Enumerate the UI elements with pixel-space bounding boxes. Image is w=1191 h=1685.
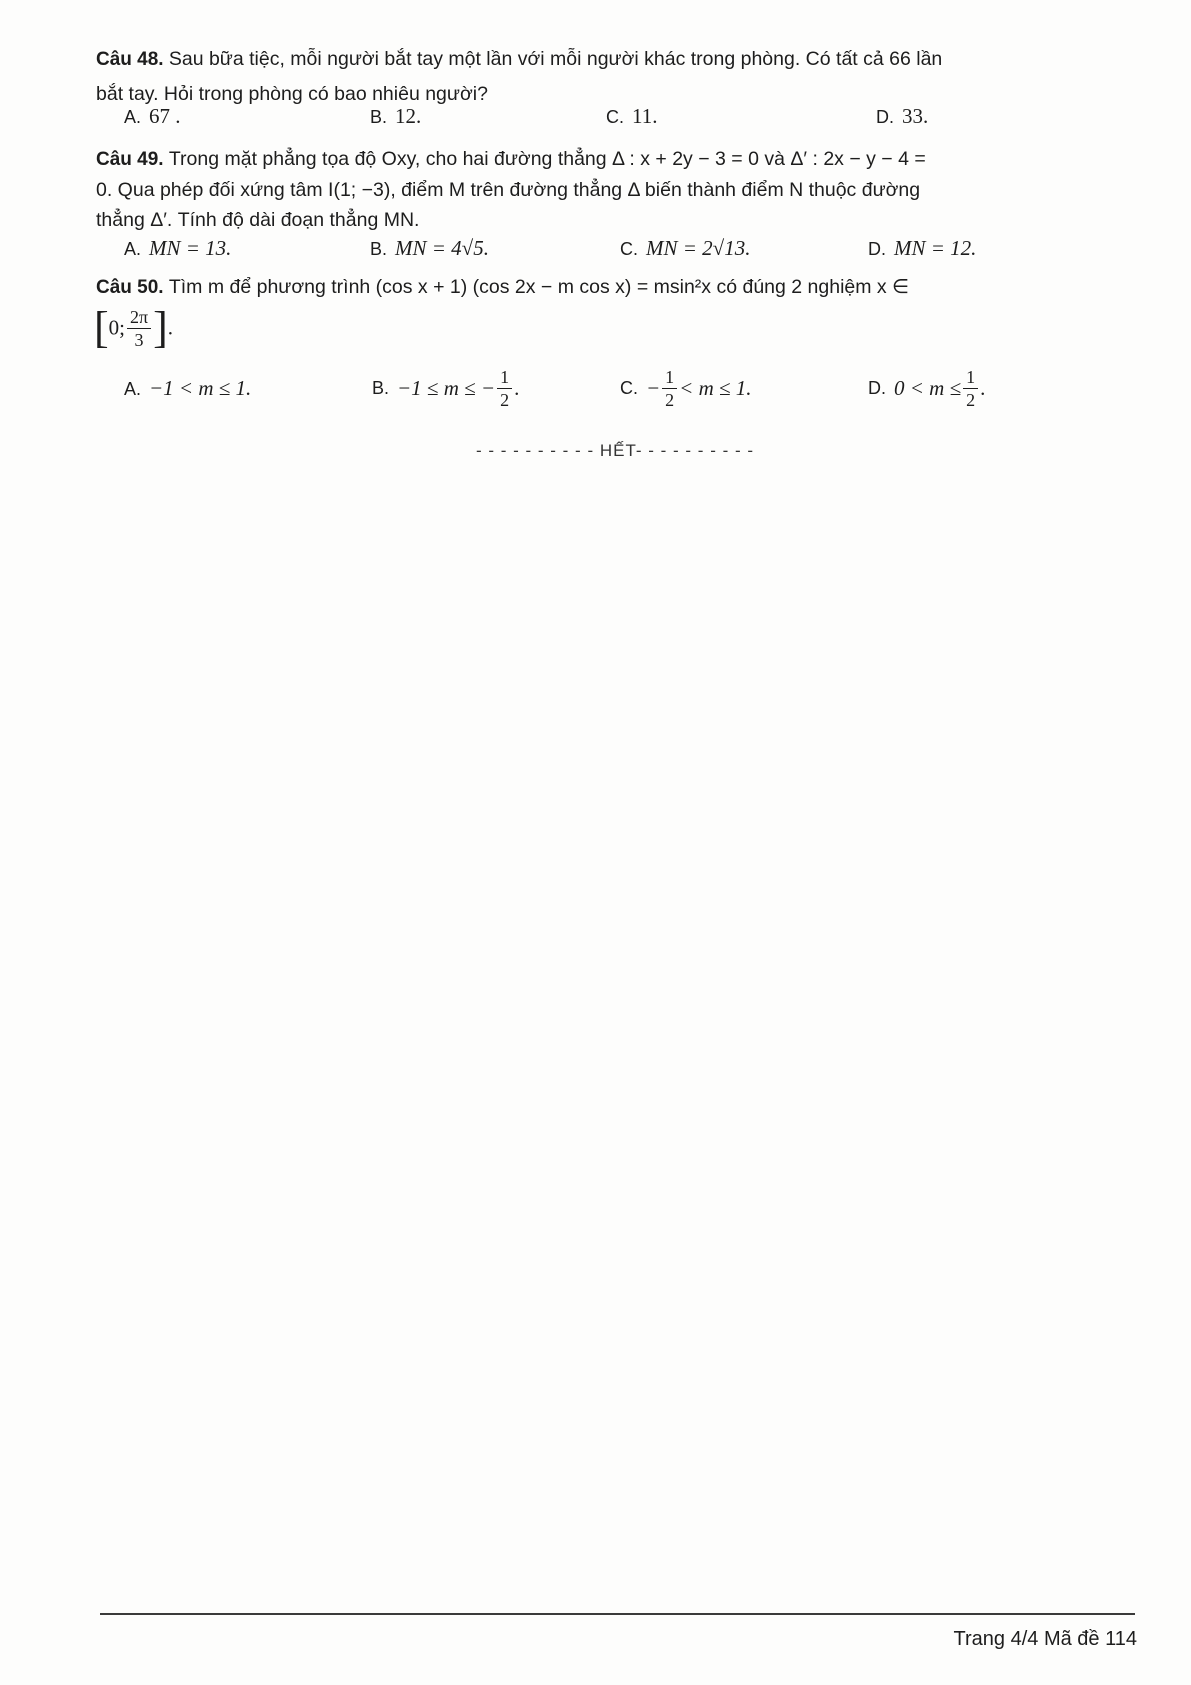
option-label: B. xyxy=(370,239,388,259)
question-49-text-2: 0. Qua phép đối xứng tâm I(1; −3), điểm M trên đường thẳng Δ biến thành điểm N thuộc đường xyxy=(96,179,921,201)
option-value-pre: 0 < m ≤ xyxy=(894,376,962,400)
question-49-label: Câu 49. xyxy=(96,149,164,170)
question-48-options xyxy=(124,104,1124,134)
question-50-text-1: Tìm m để phương trình (cos x + 1) (cos 2x − m cos x) = msin²x có đúng 2 nghiệm x ∈ xyxy=(168,276,910,298)
q48-option-c xyxy=(606,104,657,129)
option-label: C. xyxy=(606,107,624,127)
question-50 xyxy=(96,272,1126,302)
q48-option-b xyxy=(370,104,421,129)
q50-option-b xyxy=(372,366,519,411)
option-fraction xyxy=(963,366,978,411)
question-49-line1 xyxy=(96,144,1126,174)
option-label: D. xyxy=(868,239,886,259)
footer-divider xyxy=(100,1613,1135,1615)
option-label: D. xyxy=(876,107,894,127)
q48-option-a xyxy=(124,104,181,129)
option-label: B. xyxy=(372,378,390,398)
option-label: A. xyxy=(124,239,142,259)
left-bracket: [ xyxy=(94,303,109,352)
fraction-denominator: 3 xyxy=(134,329,144,350)
fraction-numerator: 2π xyxy=(127,306,151,329)
option-value: 67 . xyxy=(149,104,181,128)
question-48-label: Câu 48. xyxy=(96,49,164,70)
end-of-exam-marker: - - - - - - - - - - HẾT- - - - - - - - - - xyxy=(475,441,755,460)
question-48 xyxy=(96,44,1126,108)
q49-option-a xyxy=(124,236,231,261)
q50-option-d xyxy=(868,366,985,411)
fraction-denominator: 2 xyxy=(665,390,675,410)
q50-option-a xyxy=(124,376,251,401)
fraction-numerator: 1 xyxy=(497,366,512,389)
question-49 xyxy=(96,144,1126,234)
option-value-pre: − xyxy=(646,376,661,400)
option-value: 11. xyxy=(632,104,658,128)
option-label: D. xyxy=(868,378,886,398)
right-bracket: ] xyxy=(153,303,168,352)
option-label: A. xyxy=(124,379,142,399)
option-fraction xyxy=(497,366,512,411)
fraction-numerator: 1 xyxy=(662,366,677,389)
fraction-denominator: 2 xyxy=(500,390,510,410)
q48-option-d xyxy=(876,104,928,129)
question-50-interval: [0; $\frac{2\pi}{3}$ ]. xyxy=(94,303,173,352)
question-50-label: Câu 50. xyxy=(96,277,164,298)
option-value: MN = 2√13. xyxy=(646,236,751,260)
option-label: A. xyxy=(124,107,142,127)
option-value: MN = 4√5. xyxy=(395,236,489,260)
option-value: −1 < m ≤ 1. xyxy=(149,376,252,400)
option-label: C. xyxy=(620,239,638,259)
option-value-post: . xyxy=(980,376,986,400)
option-value: 33. xyxy=(902,104,929,128)
question-50-options xyxy=(124,366,1124,416)
question-48-text-2: bắt tay. Hỏi trong phòng có bao nhiêu người? xyxy=(96,83,488,105)
option-label: B. xyxy=(370,107,388,127)
interval-start: 0; xyxy=(108,315,125,340)
interval-fraction xyxy=(127,306,151,351)
fraction-numerator: 1 xyxy=(963,366,978,389)
option-value: MN = 13. xyxy=(149,236,232,260)
q49-option-c xyxy=(620,236,750,261)
q50-option-c xyxy=(620,366,752,411)
question-48-line1 xyxy=(96,44,1126,74)
question-49-text-1: Trong mặt phẳng tọa độ Oxy, cho hai đường thẳng Δ : x + 2y − 3 = 0 và Δ′ : 2x − y − 4 = xyxy=(168,148,926,170)
question-50-line1 xyxy=(96,272,1126,302)
fraction-denominator: 2 xyxy=(966,390,976,410)
option-value: MN = 12. xyxy=(894,236,977,260)
question-49-text-3: thẳng Δ′. Tính độ dài đoạn thẳng MN. xyxy=(96,209,420,231)
question-48-text-1: Sau bữa tiệc, mỗi người bắt tay một lần với mỗi người khác trong phòng. Có tất cả 66 lần xyxy=(168,48,943,70)
option-value-pre: −1 ≤ m ≤ − xyxy=(397,376,496,400)
option-label: C. xyxy=(620,378,638,398)
option-value: 12. xyxy=(395,104,422,128)
q49-option-d xyxy=(868,236,976,261)
page-footer: Trang 4/4 Mã đề 114 xyxy=(953,1628,1137,1650)
option-value-post: . xyxy=(514,376,520,400)
option-fraction xyxy=(662,366,677,411)
q49-option-b xyxy=(370,236,489,261)
option-value-post: < m ≤ 1. xyxy=(679,376,752,400)
question-49-options xyxy=(124,236,1124,266)
